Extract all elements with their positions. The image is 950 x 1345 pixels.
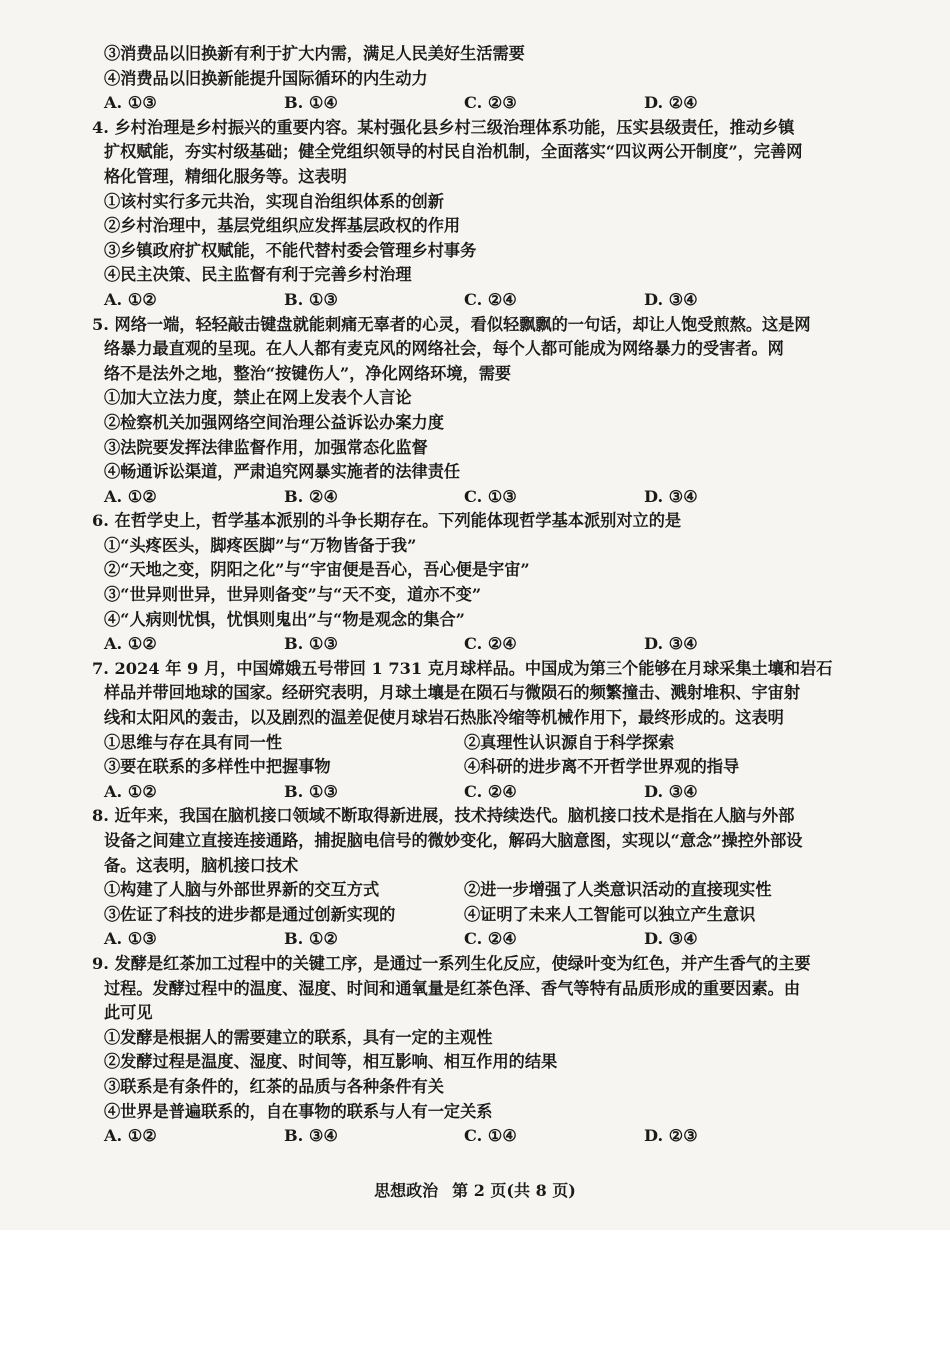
page-footer: [0, 1178, 950, 1201]
question-stem: 络暴力最直观的呈现。在人人都有麦克风的网络社会，每个人都可能成为网络暴力的受害者。网: [104, 339, 784, 359]
question-stem: 样品并带回地球的国家。经研究表明，月球土壤是在陨石与微陨石的频繁撞击、溅射堆积、宇宙射: [104, 683, 801, 703]
choice-c: C. ②④: [464, 929, 517, 949]
choice-a: A. ①②: [104, 781, 157, 801]
question-3-tail: [104, 42, 864, 116]
choice-b: B. ③④: [284, 1126, 338, 1146]
question-4: [92, 116, 864, 313]
choice-a: A. ①②: [104, 634, 157, 654]
answer-choices: [104, 288, 864, 313]
option-statement: ③消费品以旧换新有利于扩大内需，满足人民美好生活需要: [104, 44, 525, 63]
page-content: [92, 42, 864, 1149]
option-statement: ④证明了未来人工智能可以独立产生意识: [464, 904, 756, 924]
option-statement: ④畅通诉讼渠道，严肃追究网暴实施者的法律责任: [104, 462, 461, 482]
choice-d: D. ③④: [644, 289, 698, 309]
option-statement: ①发酵是根据人的需要建立的联系，具有一定的主观性: [104, 1027, 493, 1047]
question-stem: 过程。发酵过程中的温度、湿度、时间和通氧量是红茶色泽、香气等特有品质形成的重要因素。由: [104, 978, 801, 998]
choice-a: A. ①②: [104, 486, 157, 506]
choice-a: A. ①③: [104, 93, 157, 113]
answer-choices: [104, 1124, 864, 1149]
choice-a: A. ①③: [104, 929, 157, 949]
question-stem: 扩权赋能，夯实村级基础；健全党组织领导的村民自治机制，全面落实“四议两公开制度”，完善网: [104, 142, 803, 162]
choice-a: A. ①②: [104, 1126, 157, 1146]
answer-choices: [104, 91, 864, 116]
option-statement: ①构建了人脑与外部世界新的交互方式: [104, 880, 380, 900]
footer-subject: 思想政治: [374, 1181, 439, 1200]
choice-c: C. ②④: [464, 289, 517, 309]
question-5: [92, 313, 864, 510]
choice-d: D. ③④: [644, 929, 698, 949]
option-statement: ③联系是有条件的，红茶的品质与各种条件有关: [104, 1076, 444, 1096]
answer-choices: [104, 485, 864, 510]
option-statement: ②真理性认识源自于科学探索: [464, 732, 675, 752]
option-row: [104, 878, 864, 903]
option-statement: ②“天地之变，阴阳之化”与“宇宙便是吾心，吾心便是宇宙”: [104, 560, 530, 580]
option-statement: ④科研的进步离不开哲学世界观的指导: [464, 757, 740, 777]
option-statement: ③佐证了科技的进步都是通过创新实现的: [104, 904, 396, 924]
question-9: [92, 952, 864, 1149]
option-statement: ①该村实行多元共治，实现自治组织体系的创新: [104, 191, 444, 211]
question-stem: 5. 网络一端，轻轻敲击键盘就能刺痛无辜者的心灵，看似轻飘飘的一句话，却让人饱受煎熬。这是网: [92, 314, 811, 334]
question-stem: 线和太阳风的轰击，以及剧烈的温差促使月球岩石热胀冷缩等机械作用下，最终形成的。这表明: [104, 708, 784, 728]
option-statement: ①思维与存在具有同一性: [104, 732, 283, 752]
option-statement: ④世界是普遍联系的，自在事物的联系与人有一定关系: [104, 1101, 493, 1121]
answer-choices: [104, 780, 864, 805]
question-6: [92, 509, 864, 657]
question-stem: 7. 2024 年 9 月，中国嫦娥五号带回 1 731 克月球样品。中国成为第三个能够在月球采集土壤和岩石: [92, 658, 833, 678]
option-statement: ③要在联系的多样性中把握事物: [104, 757, 331, 777]
option-statement: ④“人病则忧惧，忧惧则鬼出”与“物是观念的集合”: [104, 609, 465, 629]
question-stem: 设备之间建立直接连接通路，捕捉脑电信号的微妙变化，解码大脑意图，实现以“意念”操控外部设: [104, 831, 803, 850]
question-stem: 9. 发酵是红茶加工过程中的关键工序，是通过一系列生化反应，使绿叶变为红色，并产生香气的主要: [92, 953, 811, 973]
choice-b: B. ②④: [284, 486, 338, 506]
question-7: [92, 657, 864, 805]
option-statement: ①“头疼医头，脚疼医脚”与“万物皆备于我”: [104, 535, 417, 555]
choice-d: D. ②④: [644, 93, 698, 113]
choice-c: C. ②③: [464, 93, 517, 113]
option-statement: ③“世异则世异，世异则备变”与“天不变，道亦不变”: [104, 585, 482, 605]
answer-choices: [104, 632, 864, 657]
question-8: [92, 804, 864, 952]
question-stem: 8. 近年来，我国在脑机接口领域不断取得新进展，技术持续迭代。脑机接口技术是指在人脑与外部: [92, 806, 795, 826]
choice-b: B. ①③: [284, 781, 338, 801]
choice-c: C. ②④: [464, 781, 517, 801]
choice-a: A. ①②: [104, 289, 157, 309]
option-statement: ②检察机关加强网络空间治理公益诉讼办案力度: [104, 412, 444, 432]
choice-b: B. ①②: [284, 929, 338, 949]
choice-c: C. ①③: [464, 486, 517, 506]
option-row: [104, 755, 864, 780]
question-stem: 备。这表明，脑机接口技术: [104, 855, 299, 875]
option-statement: ④民主决策、民主监督有利于完善乡村治理: [104, 265, 412, 285]
question-stem: 络不是法外之地，整治“按键伤人”，净化网络环境，需要: [104, 363, 512, 383]
choice-c: C. ②④: [464, 634, 517, 654]
question-stem: 6. 在哲学史上，哲学基本派别的斗争长期存在。下列能体现哲学基本派别对立的是: [92, 511, 682, 531]
choice-b: B. ①③: [284, 289, 338, 309]
option-statement: ②进一步增强了人类意识活动的直接现实性: [464, 880, 772, 900]
choice-d: D. ③④: [644, 781, 698, 801]
option-statement: ④消费品以旧换新能提升国际循环的内生动力: [104, 68, 428, 88]
option-statement: ①加大立法力度，禁止在网上发表个人言论: [104, 388, 412, 408]
answer-choices: [104, 927, 864, 952]
footer-page-number: 第 2 页(共 8 页): [452, 1181, 576, 1200]
choice-c: C. ①④: [464, 1126, 517, 1146]
option-statement: ②发酵过程是温度、湿度、时间等，相互影响、相互作用的结果: [104, 1052, 558, 1072]
option-statement: ③乡镇政府扩权赋能，不能代替村委会管理乡村事务: [104, 240, 477, 260]
option-row: [104, 731, 864, 756]
question-stem: 格化管理，精细化服务等。这表明: [104, 166, 347, 186]
choice-d: D. ③④: [644, 486, 698, 506]
option-row: [104, 903, 864, 928]
question-stem: 4. 乡村治理是乡村振兴的重要内容。某村强化县乡村三级治理体系功能，压实县级责任，推动乡镇: [92, 117, 795, 137]
choice-d: D. ②③: [644, 1126, 698, 1146]
choice-b: B. ①④: [284, 93, 338, 113]
choice-d: D. ③④: [644, 634, 698, 654]
option-statement: ②乡村治理中，基层党组织应发挥基层政权的作用: [104, 216, 461, 236]
choice-b: B. ①③: [284, 634, 338, 654]
option-statement: ③法院要发挥法律监督作用，加强常态化监督: [104, 437, 428, 457]
question-stem: 此可见: [104, 1003, 153, 1023]
